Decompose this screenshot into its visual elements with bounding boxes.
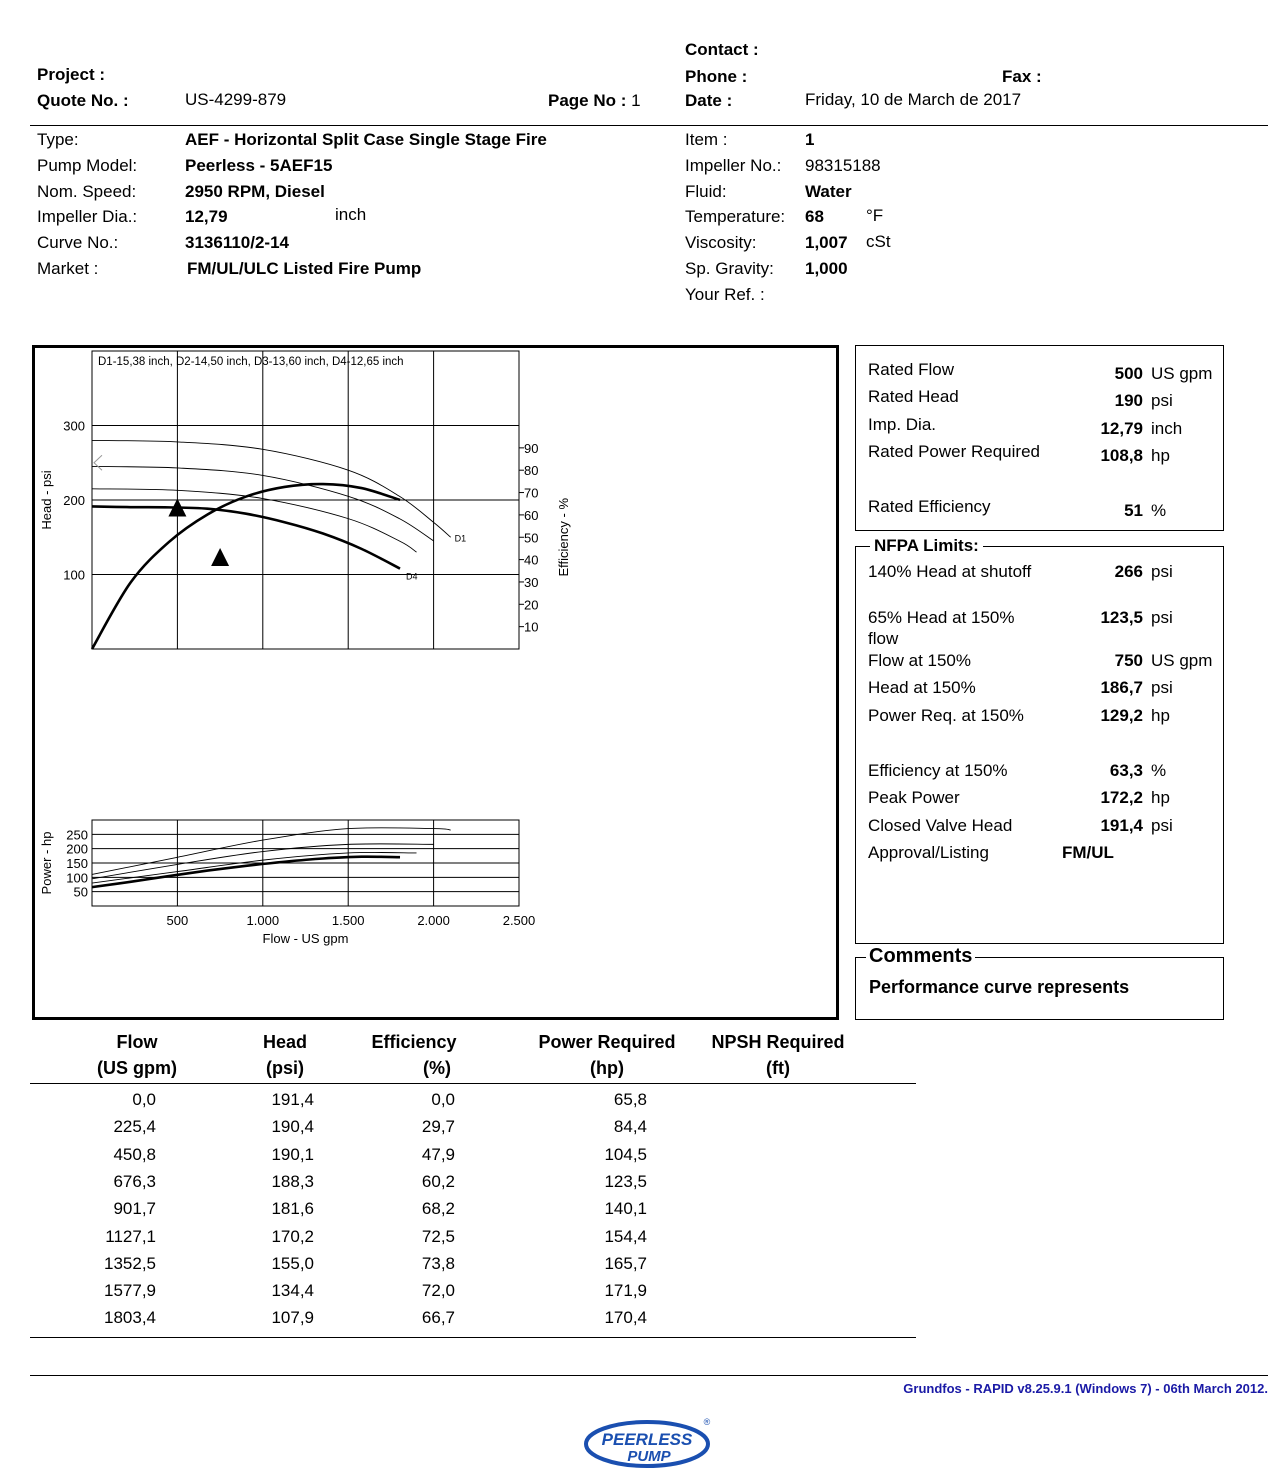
table-header: NPSH Required	[711, 1032, 845, 1052]
info-label: Impeller Dia.:	[37, 207, 138, 227]
nfpa-label: 65% Head at 150%	[868, 608, 1015, 627]
table-header-unit: (hp)	[590, 1058, 624, 1078]
flow-xlabel: Flow - US gpm	[262, 931, 349, 946]
rated-value: 12,79	[1100, 419, 1143, 438]
power-ylabel: Power - hp	[39, 831, 54, 895]
rated-value: 190	[1114, 391, 1143, 410]
flow-tick-label: 2.000	[417, 913, 450, 928]
performance-chart	[35, 348, 836, 1017]
contact-label: Contact :	[685, 40, 759, 59]
flow-tick-label: 500	[166, 913, 189, 928]
table-cell: 65,8	[613, 1090, 647, 1109]
head-tick-label: 300	[63, 418, 85, 434]
rated-value: 51	[1124, 501, 1143, 520]
power-tick-label: 150	[66, 856, 88, 871]
info-label: Impeller No.:	[685, 155, 782, 175]
logo-text-peerless: PEERLESS	[601, 1430, 693, 1449]
info-value: AEF - Horizontal Split Case Single Stage Fire	[185, 130, 547, 149]
table-cell: 72,5	[421, 1226, 455, 1246]
logo-registered-mark: ®	[703, 1417, 711, 1427]
eff-ylabel: Efficiency - %	[556, 497, 571, 577]
table-cell: 134,4	[271, 1281, 314, 1301]
rated-unit: hp	[1151, 446, 1170, 465]
nfpa-unit: psi	[1151, 608, 1173, 627]
head-series-d3	[92, 489, 417, 552]
info-label: Curve No.:	[37, 233, 119, 253]
table-cell: 676,3	[113, 1171, 156, 1191]
nfpa-value: FM/UL	[1062, 843, 1114, 862]
page-value: 1	[631, 91, 641, 110]
info-value: Water	[805, 181, 852, 201]
rated-value: 500	[1114, 364, 1143, 383]
chart-frame	[32, 345, 839, 1020]
table-header: Efficiency	[371, 1032, 457, 1052]
nfpa-value: 750	[1114, 651, 1143, 670]
eff-tick-label: 70	[524, 485, 539, 501]
chart-subtitle: D1-15,38 inch, D2-14,50 inch, D3-13,60 inch, D4-12,65 inch	[98, 356, 404, 368]
info-label: Item :	[685, 130, 728, 149]
table-cell: 73,8	[421, 1253, 455, 1273]
table-cell: 123,5	[604, 1171, 647, 1191]
table-cell: 0,0	[132, 1090, 156, 1109]
table-cell: 170,4	[604, 1308, 647, 1328]
table-header: Head	[262, 1032, 307, 1052]
rated-box	[855, 345, 1224, 531]
comments-title: Comments	[866, 945, 975, 968]
table-header-unit: (%)	[423, 1058, 451, 1078]
logo-text-pump: PUMP	[627, 1448, 671, 1465]
eff-tick-label: 40	[524, 552, 539, 568]
page-number	[548, 91, 641, 111]
eff-tick-label: 30	[524, 574, 539, 590]
nfpa-value: 186,7	[1100, 678, 1143, 697]
table-cell: 1127,1	[105, 1226, 156, 1246]
table-cell: 72,0	[421, 1281, 455, 1301]
info-label: Market :	[37, 259, 99, 278]
power-series-d4	[92, 857, 400, 887]
table-cell: 140,1	[604, 1199, 647, 1219]
nfpa-value: 63,3	[1109, 761, 1143, 780]
table-cell: 29,7	[421, 1117, 455, 1137]
fax-label: Fax :	[1002, 67, 1042, 86]
table-cell: 188,3	[271, 1171, 314, 1191]
table-header-divider	[30, 1083, 916, 1084]
rated-label: Imp. Dia.	[868, 415, 937, 434]
nfpa-label: Flow at 150%	[868, 651, 971, 670]
nfpa-unit: hp	[1151, 706, 1170, 725]
table-cell: 104,5	[604, 1144, 647, 1164]
table-cell: 60,2	[421, 1171, 455, 1191]
eff-tick-label: 90	[524, 440, 539, 456]
rated-label: Rated Head	[868, 387, 959, 406]
table-cell: 66,7	[421, 1308, 455, 1328]
table-cell: 901,7	[113, 1199, 156, 1219]
table-cell: 450,8	[113, 1144, 156, 1164]
table-cell: 154,4	[604, 1226, 647, 1246]
nfpa-label: Peak Power	[868, 788, 960, 807]
table-cell: 181,6	[271, 1199, 314, 1219]
nfpa-label: Head at 150%	[868, 678, 976, 697]
nfpa-label: Efficiency at 150%	[868, 761, 1008, 780]
info-label: Viscosity:	[685, 233, 757, 253]
power-tick-label: 50	[73, 884, 88, 900]
table-cell: 1352,5	[104, 1253, 156, 1273]
info-label: Nom. Speed:	[37, 181, 137, 201]
rated-unit: inch	[1151, 419, 1183, 438]
table-cell: 107,9	[271, 1308, 314, 1328]
project-label: Project :	[37, 65, 106, 84]
eff-tick-label: 50	[524, 530, 539, 546]
table-cell: 191,4	[271, 1090, 314, 1109]
eff-tick-label: 60	[524, 507, 539, 523]
info-value: 2950 RPM, Diesel	[185, 181, 325, 201]
eff-tick-label: 80	[524, 463, 539, 479]
info-unit: cSt	[866, 232, 891, 252]
info-value: 3136110/2-14	[185, 233, 289, 253]
flow-tick-label: 1.500	[331, 913, 365, 928]
header-divider	[30, 125, 1268, 126]
nfpa-value: 191,4	[1100, 816, 1143, 835]
nfpa-unit: hp	[1151, 788, 1170, 807]
rated-value: 108,8	[1100, 446, 1143, 465]
info-label: Your Ref. :	[685, 284, 765, 304]
info-value: 1,007	[805, 233, 848, 253]
head-tick-label: 200	[63, 493, 85, 508]
power-tick-label: 100	[66, 870, 88, 886]
nfpa-unit: psi	[1151, 678, 1173, 697]
table-cell: 171,9	[604, 1281, 647, 1301]
table-cell: 0,0	[431, 1090, 455, 1109]
nfpa-value: 266	[1114, 562, 1143, 581]
nfpa-unit: psi	[1151, 816, 1173, 835]
nfpa-value: 172,2	[1100, 788, 1143, 807]
nfpa-label: 140% Head at shutoff	[868, 562, 1032, 581]
eff-tick-label: 20	[524, 597, 539, 613]
table-cell: 1577,9	[104, 1281, 156, 1301]
info-value: 1,000	[805, 259, 848, 278]
power-tick-label: 200	[66, 841, 88, 857]
nfpa-unit: psi	[1151, 562, 1173, 581]
table-cell: 84,4	[613, 1117, 647, 1137]
rated-label: Rated Flow	[868, 360, 954, 379]
table-cell: 190,4	[271, 1117, 314, 1137]
peerless-pump-logo	[583, 1416, 718, 1470]
page-label: Page No :	[548, 91, 627, 110]
table-header-unit: (psi)	[266, 1058, 304, 1078]
table-header-unit: (US gpm)	[97, 1058, 177, 1078]
flow-tick-label: 2.500	[502, 913, 536, 928]
rated-label: Rated Power Required	[868, 442, 1040, 461]
head-series-efficiency	[92, 484, 400, 649]
info-unit: °F	[866, 206, 884, 226]
info-value: 1	[805, 130, 815, 149]
head-tick-label: 100	[63, 567, 85, 583]
nfpa-label-cont: flow	[868, 629, 899, 648]
quote-value: US-4299-879	[185, 90, 287, 109]
table-cell: 165,7	[604, 1253, 647, 1273]
info-value: Peerless - 5AEF15	[185, 155, 333, 175]
nfpa-label: Closed Valve Head	[868, 816, 1013, 835]
operating-point-marker	[211, 548, 229, 566]
eff-tick-label: 10	[524, 619, 539, 635]
date-label: Date :	[685, 91, 733, 110]
nfpa-label: Power Req. at 150%	[868, 706, 1024, 725]
flow-tick-label: 1.000	[246, 913, 280, 928]
table-cell: 1803,4	[104, 1308, 156, 1328]
rated-unit: psi	[1151, 391, 1173, 410]
head-ylabel: Head - psi	[39, 470, 54, 530]
power-tick-label: 250	[66, 827, 88, 843]
table-header: Power Required	[538, 1032, 676, 1052]
info-value: 12,79	[185, 207, 228, 227]
comments-text: Performance curve represents	[869, 977, 1130, 997]
table-cell: 155,0	[271, 1253, 314, 1273]
nfpa-value: 129,2	[1100, 706, 1143, 725]
info-label: Type:	[37, 130, 79, 149]
nfpa-label: Approval/Listing	[868, 843, 989, 862]
table-header-unit: (ft)	[766, 1058, 790, 1078]
rated-unit: US gpm	[1151, 364, 1213, 383]
curve-label-d1: D1	[454, 533, 467, 544]
info-value: FM/UL/ULC Listed Fire Pump	[187, 259, 422, 278]
info-unit: inch	[335, 205, 367, 225]
table-bottom-divider	[30, 1337, 916, 1338]
footer-divider	[30, 1375, 1268, 1376]
info-value: 98315188	[805, 155, 881, 175]
info-label: Temperature:	[685, 207, 786, 227]
quote-label: Quote No. :	[37, 91, 129, 110]
table-cell: 225,4	[113, 1117, 156, 1137]
info-label: Sp. Gravity:	[685, 259, 774, 278]
arrow-mark	[94, 455, 102, 470]
nfpa-title: NFPA Limits:	[870, 536, 983, 556]
table-cell: 170,2	[271, 1226, 314, 1246]
table-cell: 190,1	[271, 1144, 314, 1164]
software-version: Grundfos - RAPID v8.25.9.1 (Windows 7) - 06th March 2012.	[903, 1381, 1268, 1396]
head-series-d4	[92, 506, 400, 568]
curve-label-d4: D4	[406, 571, 418, 582]
table-cell: 68,2	[421, 1199, 455, 1219]
table-header: Flow	[116, 1032, 158, 1052]
info-value: 68	[805, 207, 824, 227]
info-label: Fluid:	[685, 181, 727, 201]
phone-label: Phone :	[685, 67, 748, 86]
nfpa-unit: %	[1151, 761, 1167, 780]
nfpa-box	[855, 546, 1224, 944]
table-cell: 47,9	[421, 1144, 455, 1164]
rated-unit: %	[1151, 501, 1167, 520]
rated-label: Rated Efficiency	[868, 497, 991, 516]
info-label: Pump Model:	[37, 155, 138, 175]
nfpa-unit: US gpm	[1151, 651, 1213, 670]
date-value: Friday, 10 de March de 2017	[805, 90, 1022, 109]
nfpa-value: 123,5	[1100, 608, 1143, 627]
